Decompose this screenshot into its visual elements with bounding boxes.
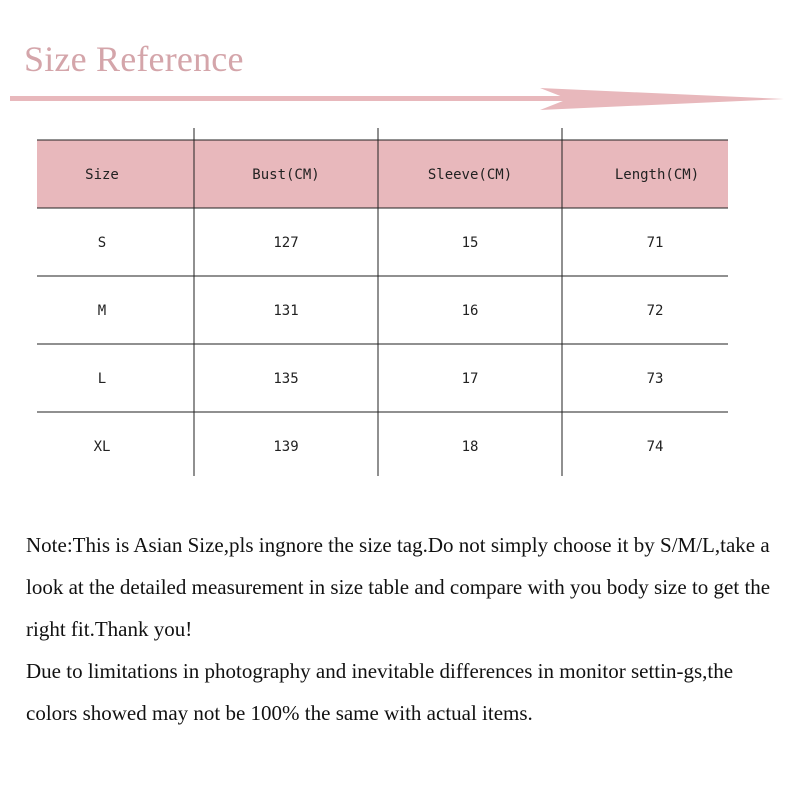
cell-size: XL: [93, 439, 111, 455]
cell-sleeve: 17: [461, 371, 479, 387]
cell-length: 71: [646, 235, 664, 251]
header-bust: Bust(CM): [252, 167, 320, 183]
cell-bust: 139: [273, 439, 299, 455]
page-title: Size Reference: [24, 39, 244, 79]
arrow-head-icon: [540, 88, 784, 110]
header-sleeve: Sleeve(CM): [427, 167, 513, 183]
cell-size: L: [97, 371, 107, 387]
cell-bust: 135: [273, 371, 299, 387]
cell-sleeve: 15: [461, 235, 479, 251]
cell-bust: 131: [273, 303, 299, 319]
divider-bar: [10, 96, 610, 101]
cell-sleeve: 16: [461, 303, 479, 319]
notes-section: [26, 524, 786, 734]
header-size: Size: [85, 167, 119, 183]
size-note-paragraph: Note:This is Asian Size,pls ingnore the size tag.Do not simply choose it by S/M/L,take a look at the detailed measurement in size table and compare with you body size to get the right fit.Thank you!: [26, 533, 771, 641]
cell-length: 74: [646, 439, 664, 455]
cell-bust: 127: [273, 235, 299, 251]
cell-size: M: [97, 303, 107, 319]
cell-length: 73: [646, 371, 664, 387]
cell-sleeve: 18: [461, 439, 479, 455]
color-disclaimer-paragraph: Due to limitations in photography and inevitable differences in monitor settin-gs,the colors showed may not be 100% the same with actual items.: [26, 659, 734, 725]
arrow-divider: [8, 86, 788, 114]
cell-size: S: [97, 235, 107, 251]
header-length: Length(CM): [614, 167, 700, 183]
cell-length: 72: [646, 303, 664, 319]
